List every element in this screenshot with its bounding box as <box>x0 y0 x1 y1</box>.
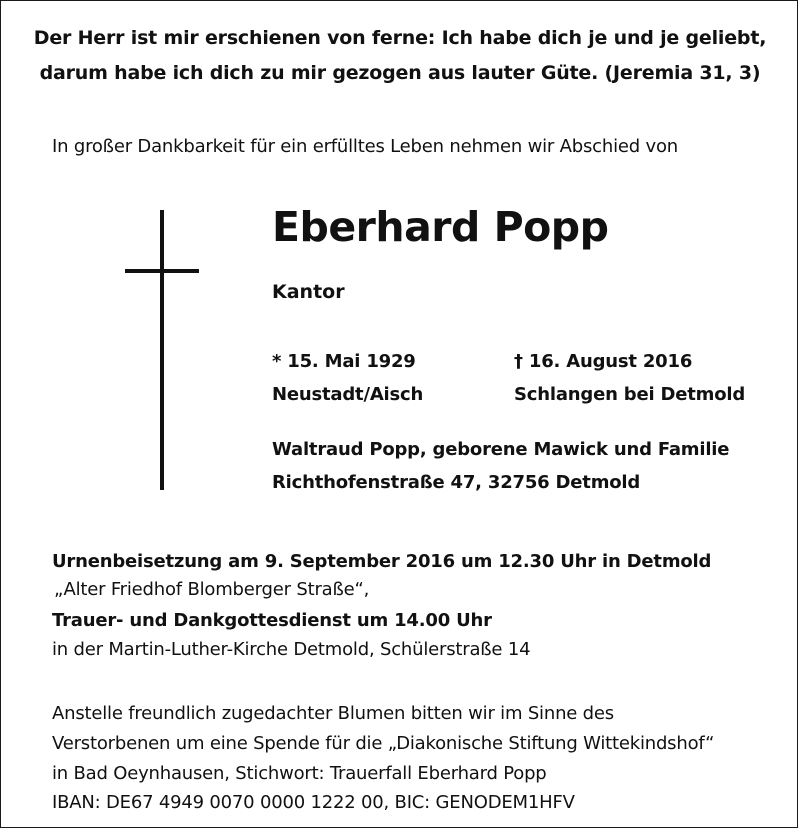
church-location: in der Martin-Luther-Kirche Detmold, Schülerstraße 14 <box>52 639 531 660</box>
donation-line-2: Verstorbenen um eine Spende für die „Diakonische Stiftung Wittekindshof“ <box>52 733 715 754</box>
bank-details: IBAN: DE67 4949 0070 0000 1222 00, BIC: GENODEM1HFV <box>52 792 575 813</box>
death-date: † 16. August 2016 <box>514 351 693 372</box>
donation-line-1: Anstelle freundlich zugedachter Blumen bitten wir im Sinne des <box>52 703 614 724</box>
bible-verse-line-1: Der Herr ist mir erschienen von ferne: Ich habe dich je und je geliebt, <box>33 27 767 49</box>
service-info: Trauer- und Dankgottesdienst um 14.00 Uhr <box>52 610 492 631</box>
cemetery-name: „Alter Friedhof Blomberger Straße“, <box>54 579 370 600</box>
intro-text: In großer Dankbarkeit für ein erfülltes Leben nehmen wir Abschied von <box>52 136 678 157</box>
deceased-name: Eberhard Popp <box>272 203 609 251</box>
death-place: Schlangen bei Detmold <box>514 384 746 405</box>
birth-date: * 15. Mai 1929 <box>272 351 416 372</box>
birth-place: Neustadt/Aisch <box>272 384 424 405</box>
bible-verse-line-2: darum habe ich dich zu mir gezogen aus lauter Güte. (Jeremia 31, 3) <box>39 62 761 84</box>
cross-vertical-bar <box>160 210 164 490</box>
donation-line-3: in Bad Oeynhausen, Stichwort: Trauerfall Eberhard Popp <box>52 763 547 784</box>
urn-burial-info: Urnenbeisetzung am 9. September 2016 um 12.30 Uhr in Detmold <box>52 551 712 572</box>
cross-horizontal-bar <box>125 269 199 273</box>
deceased-title: Kantor <box>272 281 345 303</box>
family-names: Waltraud Popp, geborene Mawick und Familie <box>272 439 730 460</box>
family-address: Richthofenstraße 47, 32756 Detmold <box>272 472 641 493</box>
